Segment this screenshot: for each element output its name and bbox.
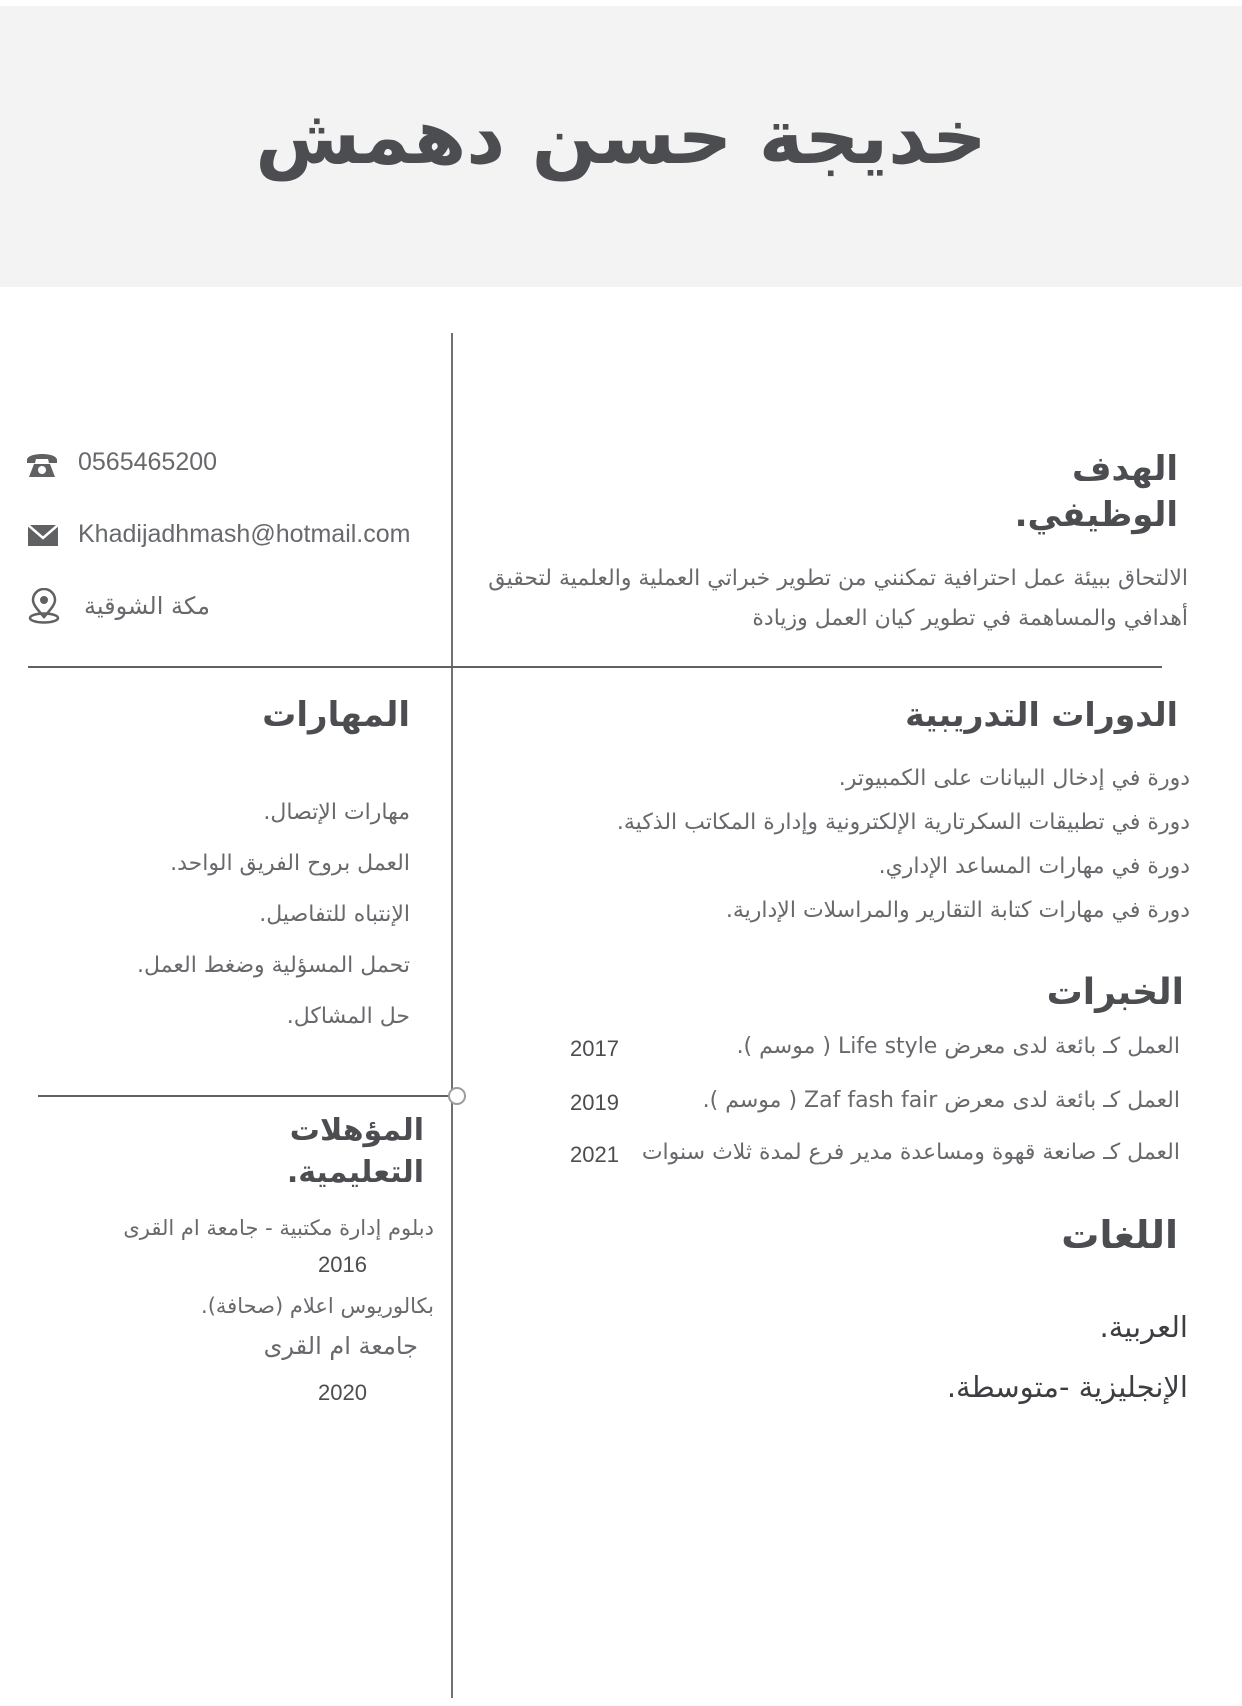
skill-item: تحمل المسؤلية وضغط العمل. xyxy=(137,953,410,978)
experience-year: 2019 xyxy=(570,1090,619,1115)
skill-item: العمل بروح الفريق الواحد. xyxy=(170,851,410,876)
experience-row xyxy=(570,1088,1180,1122)
horizontal-divider-top xyxy=(28,666,1162,668)
experience-text: العمل كـ بائعة لدى معرض Life style ( موسم ). xyxy=(736,1034,1180,1059)
language-item: العربية. xyxy=(1099,1310,1188,1344)
education-title-line1: المؤهلات xyxy=(289,1113,424,1148)
experience-title: الخبرات xyxy=(1046,972,1184,1013)
education-item-2: بكالوريوس اعلام (صحافة). xyxy=(201,1294,434,1318)
objective-title-line1: الهدف xyxy=(1071,449,1178,489)
language-item: الإنجليزية -متوسطة. xyxy=(946,1370,1188,1404)
phone-number: 0565465200 xyxy=(78,448,218,476)
courses-title: الدورات التدريبية xyxy=(905,695,1178,734)
divider-dot xyxy=(448,1087,466,1105)
experience-year: 2017 xyxy=(570,1036,619,1061)
mail-icon xyxy=(26,518,62,554)
skill-item: حل المشاكل. xyxy=(286,1004,410,1029)
objective-title xyxy=(1015,446,1178,538)
education-year-1: 2016 xyxy=(318,1252,367,1277)
education-place-2: جامعة ام القرى xyxy=(263,1332,418,1360)
experience-text: العمل كـ بائعة لدى معرض Zaf fash fair ( موسم ). xyxy=(702,1088,1180,1113)
experience-text: العمل كـ صانعة قهوة ومساعدة مدير فرع لمدة ثلاث سنوات xyxy=(641,1140,1180,1165)
objective-line-1: الالتحاق ببيئة عمل احترافية تمكنني من تطوير خبراتي العملية والعلمية لتحقيق xyxy=(488,566,1188,591)
horizontal-divider-left xyxy=(38,1095,458,1097)
skill-item: الإنتباه للتفاصيل. xyxy=(259,902,410,927)
phone-icon xyxy=(24,446,60,482)
email-address: Khadijadhmash@hotmail.com xyxy=(78,520,411,548)
course-item: دورة في إدخال البيانات على الكمبيوتر. xyxy=(838,766,1190,791)
course-item: دورة في تطبيقات السكرتارية الإلكترونية وإدارة المكاتب الذكية. xyxy=(616,810,1190,835)
education-title xyxy=(287,1110,424,1194)
objective-line-2: أهدافي والمساهمة في تطوير كيان العمل وزيادة xyxy=(752,606,1188,631)
education-year-2: 2020 xyxy=(318,1380,367,1405)
education-item-1: دبلوم إدارة مكتبية - جامعة ام القرى xyxy=(123,1216,434,1240)
course-item: دورة في مهارات كتابة التقارير والمراسلات الإدارية. xyxy=(725,898,1190,923)
skill-item: مهارات الإتصال. xyxy=(263,800,410,825)
candidate-name: خديجة حسن دهمش xyxy=(255,92,987,181)
course-item: دورة في مهارات المساعد الإداري. xyxy=(878,854,1190,879)
location-text: مكة الشوقية xyxy=(84,592,210,620)
experience-row xyxy=(570,1140,1180,1174)
experience-year: 2021 xyxy=(570,1142,619,1167)
languages-title: اللغات xyxy=(1061,1213,1178,1257)
skills-title: المهارات xyxy=(262,695,410,735)
education-title-line2: التعليمية. xyxy=(286,1155,424,1190)
vertical-divider xyxy=(451,333,453,1698)
objective-title-line2: الوظيفي. xyxy=(1014,495,1178,535)
experience-row xyxy=(570,1034,1180,1068)
location-pin-icon xyxy=(26,588,62,624)
